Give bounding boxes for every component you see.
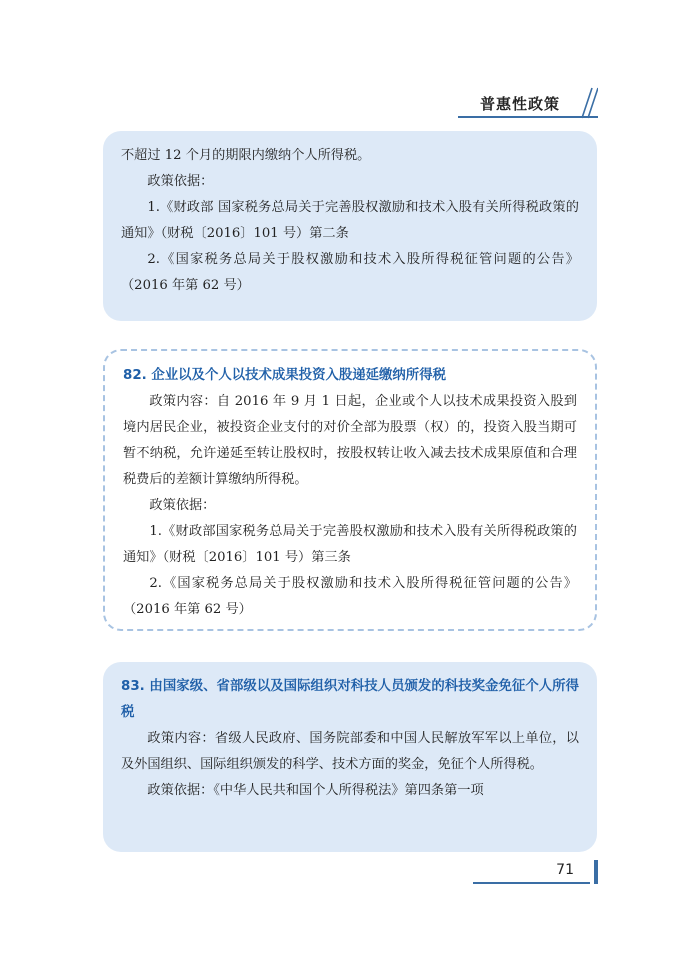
- section-title: 普惠性政策: [479, 95, 560, 113]
- footer-post: [594, 860, 598, 884]
- page-footer: [473, 860, 598, 886]
- basis-item-82-1: 1.《财政部国家税务总局关于完善股权激励和技术入股有关所得税政策的通知》（财税〔2016〕101 号）第三条: [123, 524, 577, 565]
- policy-box-82: [103, 349, 597, 631]
- basis-item-83: 政策依据：《中华人民共和国个人所得税法》第四条第一项: [147, 783, 484, 798]
- section-header: [458, 92, 598, 118]
- policy-content-82: 政策内容：自 2016 年 9 月 1 日起，企业或个人以技术成果投资入股到境内居民企业，被投资企业支付的对价全部为股票（权）的，投资入股当期可暂不纳税，允许递延至转让股权时，按股权转让收入减去技术成果原值和合理税费后的差额计算缴纳所得税。: [123, 394, 577, 487]
- basis-label: 政策依据：: [147, 174, 214, 189]
- policy-box-83: [103, 662, 597, 852]
- footer-rule: [473, 882, 590, 884]
- basis-item-82-2: 2.《国家税务总局关于股权激励和技术入股所得税征管问题的公告》（2016 年第 62 号）: [123, 576, 577, 617]
- continued-text: 不超过 12 个月的期限内缴纳个人所得税。: [121, 148, 371, 163]
- policy-box-continued: [103, 131, 597, 321]
- policy-heading-82: 82. 企业以及个人以技术成果投资入股递延缴纳所得税: [123, 368, 446, 383]
- basis-item-2: 2.《国家税务总局关于股权激励和技术入股所得税征管问题的公告》（2016 年第 62 号）: [121, 252, 579, 293]
- slash-decoration-icon: [568, 86, 598, 120]
- basis-label-82: 政策依据：: [149, 498, 216, 513]
- page-number: 71: [556, 862, 574, 878]
- policy-heading-83: 83. 由国家级、省部级以及国际组织对科技人员颁发的科技奖金免征个人所得税: [121, 679, 579, 720]
- basis-item-1: 1.《财政部 国家税务总局关于完善股权激励和技术入股有关所得税政策的通知》（财税〔2016〕101 号）第二条: [121, 200, 579, 241]
- policy-content-83: 政策内容：省级人民政府、国务院部委和中国人民解放军军以上单位，以及外国组织、国际组织颁发的科学、技术方面的奖金，免征个人所得税。: [121, 731, 579, 772]
- header-rule: [458, 116, 598, 118]
